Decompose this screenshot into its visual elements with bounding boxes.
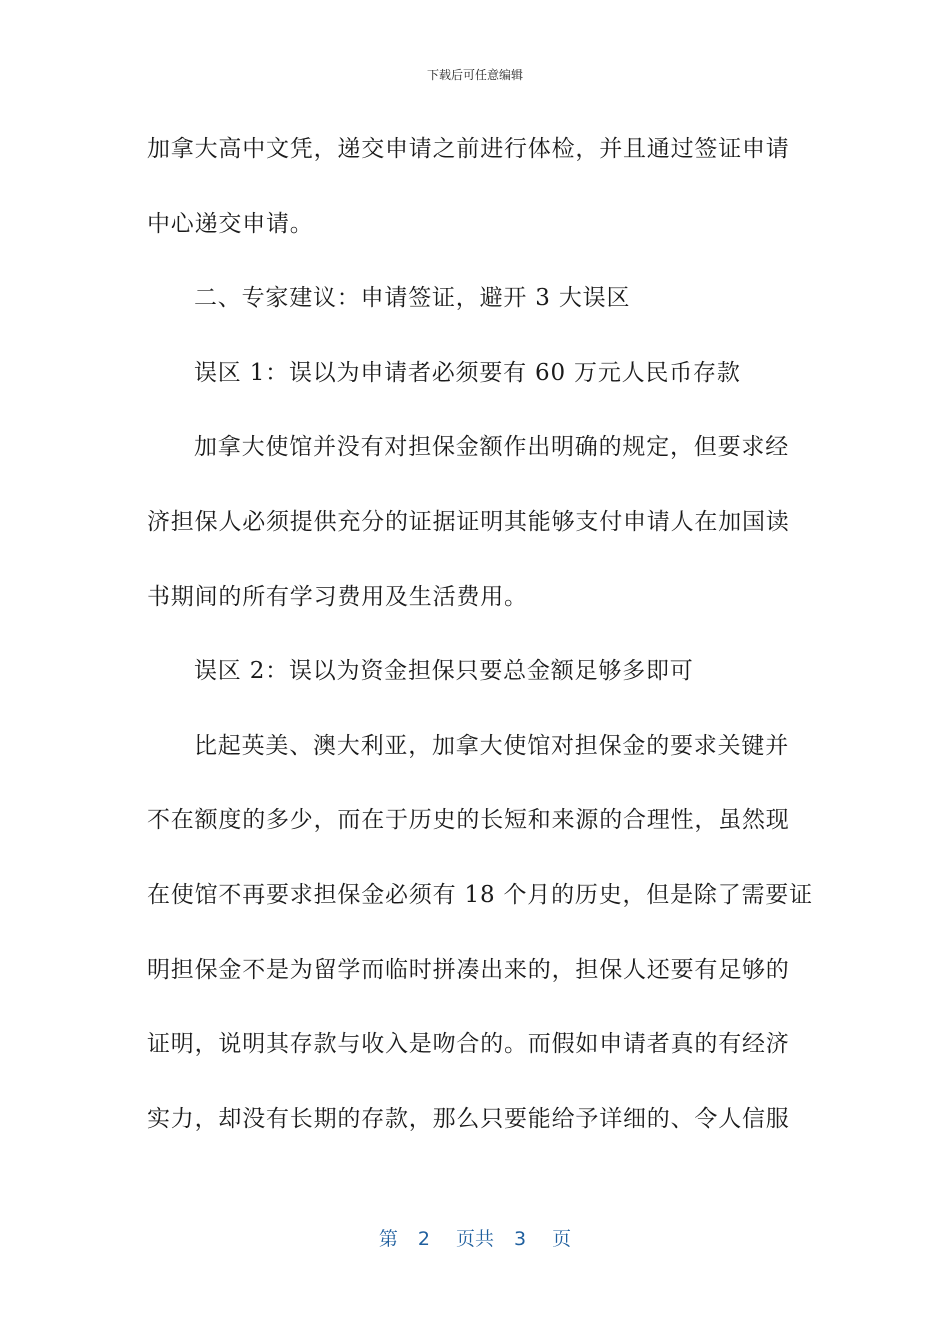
subheading-misconception-2: 误区 2：误以为资金担保只要总金额足够多即可 bbox=[194, 658, 694, 685]
page-suffix: 页 bbox=[552, 1228, 572, 1250]
body-line: 不在额度的多少，而在于历史的长短和来源的合理性，虽然现 bbox=[147, 807, 790, 834]
body-line: 加拿大使馆并没有对担保金额作出明确的规定，但要求经 bbox=[194, 434, 789, 461]
subheading-misconception-1: 误区 1：误以为申请者必须要有 60 万元人民币存款 bbox=[194, 359, 741, 386]
body-line: 实力，却没有长期的存款，那么只要能给予详细的、令人信服 bbox=[147, 1105, 790, 1132]
body-line: 明担保金不是为留学而临时拼凑出来的，担保人还要有足够的 bbox=[147, 956, 790, 983]
body-line: 中心递交申请。 bbox=[147, 210, 314, 237]
document-body bbox=[147, 112, 813, 1156]
total-label: 页共 bbox=[455, 1228, 494, 1250]
body-line: 比起英美、澳大利亚，加拿大使馆对担保金的要求关键并 bbox=[194, 732, 789, 759]
body-line: 书期间的所有学习费用及生活费用。 bbox=[147, 583, 528, 610]
body-line: 济担保人必须提供充分的证据证明其能够支付申请人在加国读 bbox=[147, 508, 790, 535]
page-label: 第 bbox=[378, 1228, 398, 1250]
page-footer bbox=[0, 1225, 950, 1253]
section-heading: 二、专家建议：申请签证，避开 3 大误区 bbox=[194, 285, 631, 312]
total-pages-number: 3 bbox=[514, 1228, 527, 1250]
body-line: 加拿大高中文凭，递交申请之前进行体检，并且通过签证申请 bbox=[147, 136, 790, 162]
current-page-number: 2 bbox=[417, 1228, 430, 1250]
header-note: 下载后可任意编辑 bbox=[426, 68, 523, 82]
body-line: 在使馆不再要求担保金必须有 18 个月的历史，但是除了需要证 bbox=[147, 881, 813, 908]
body-line: 证明，说明其存款与收入是吻合的。而假如申请者真的有经济 bbox=[147, 1031, 790, 1058]
